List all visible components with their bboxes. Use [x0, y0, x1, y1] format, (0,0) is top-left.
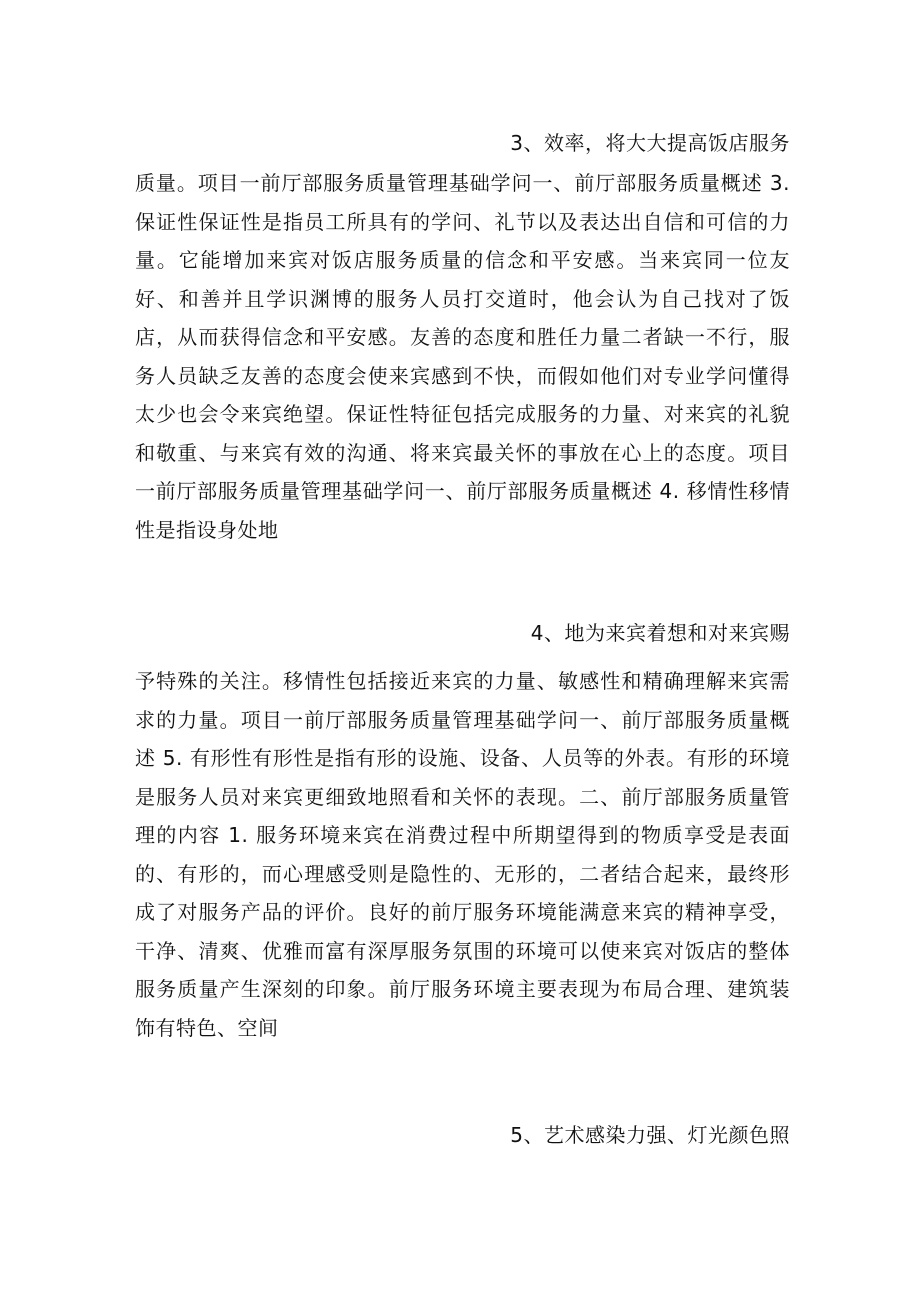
section-lead-3: 3、效率，将大大提高饭店服务 — [510, 131, 790, 155]
section-lead-4: 4、地为来宾着想和对来宾赐 — [530, 621, 790, 645]
paragraph-1: 质量。项目一前厅部服务质量管理基础学问一、前厅部服务质量概述 3. 保证性保证性是指员工所具有的学问、礼节以及表达出自信和可信的力量。它能增加来宾对饭店服务质量的信念和平安感。当来宾同一位友好、和善并且学识渊博的服务人员打交道时，他会认为自己找对了饭店，从而获得信念和平安感。友善的态度和胜任力量二者缺一不行，服务人员缺乏友善的态度会使来宾感到不快，而假如他们对专业学问懂得太少也会令来宾绝望。保证性特征包括完成服务的力量、对来宾的礼貌和敬重、与来宾有效的沟通、将来宾最关怀的事放在心上的态度。项目一前厅部服务质量管理基础学问一、前厅部服务质量概述 4. 移情性移情性是指设身处地 — [135, 171, 790, 542]
paragraph-2: 予特殊的关注。移情性包括接近来宾的力量、敏感性和精确理解来宾需求的力量。项目一前厅部服务质量管理基础学问一、前厅部服务质量概述 5. 有形性有形性是指有形的设施、设备、人员等的外表。有形的环境是服务人员对来宾更细致地照看和关怀的表现。二、前厅部服务质量管理的内容 1. 服务环境来宾在消费过程中所期望得到的物质享受是表面的、有形的，而心理感受则是隐性的、无形的，二者结合起来，最终形成了对服务产品的评价。良好的前厅服务环境能满意来宾的精神享受，干净、清爽、优雅而富有深厚服务氛围的环境可以使来宾对饭店的整体服务质量产生深刻的印象。前厅服务环境主要表现为布局合理、建筑装饰有特色、空间 — [135, 669, 790, 1040]
section-lead-5: 5、艺术感染力强、灯光颜色照 — [510, 1123, 790, 1147]
